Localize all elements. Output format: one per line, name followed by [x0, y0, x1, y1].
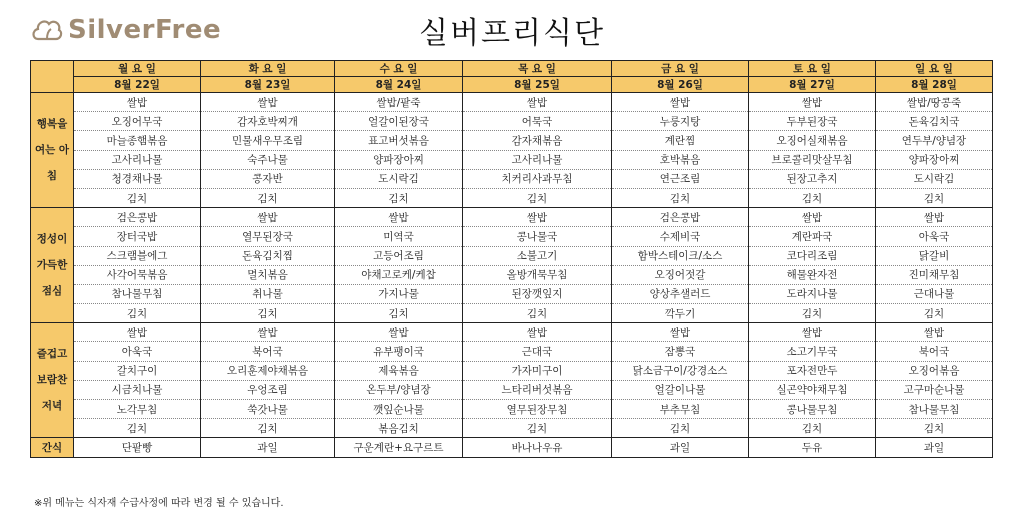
date-header: 8월 23일	[201, 77, 335, 93]
menu-item: 열무된장국	[201, 227, 335, 246]
menu-item: 된장고추지	[749, 169, 876, 188]
menu-row	[31, 150, 993, 169]
menu-item: 노각무침	[74, 400, 201, 419]
menu-item: 쌀밥	[74, 323, 201, 342]
menu-row	[31, 380, 993, 399]
menu-item: 진미채무침	[876, 265, 993, 284]
menu-row	[31, 284, 993, 303]
menu-item: 김치	[876, 419, 993, 438]
menu-item: 오징어젓갈	[612, 265, 749, 284]
menu-item: 연근조림	[612, 169, 749, 188]
menu-row	[31, 304, 993, 323]
header	[0, 0, 1024, 60]
date-header: 8월 24일	[335, 77, 463, 93]
menu-item: 고구마순나물	[876, 380, 993, 399]
menu-item: 김치	[749, 188, 876, 207]
date-header: 8월 26일	[612, 77, 749, 93]
menu-item: 오징어무국	[74, 112, 201, 131]
menu-row	[31, 93, 993, 112]
menu-item: 야채고로케/케찹	[335, 265, 463, 284]
menu-item: 참나물무침	[876, 400, 993, 419]
menu-item: 느타리버섯볶음	[463, 380, 612, 399]
menu-item: 시금치나물	[74, 380, 201, 399]
snack-item: 두유	[749, 438, 876, 458]
menu-item: 김치	[201, 304, 335, 323]
menu-item: 쌀밥	[463, 323, 612, 342]
menu-item: 아욱국	[74, 342, 201, 361]
menu-item: 양상추샐러드	[612, 284, 749, 303]
menu-row	[31, 188, 993, 207]
menu-item: 볶음김치	[335, 419, 463, 438]
menu-item: 돈육김치국	[876, 112, 993, 131]
menu-item: 오징어실채볶음	[749, 131, 876, 150]
menu-item: 소불고기	[463, 246, 612, 265]
header-corner-cell	[31, 61, 74, 93]
menu-item: 콩나물무침	[749, 400, 876, 419]
menu-item: 소고기무국	[749, 342, 876, 361]
menu-item: 김치	[876, 188, 993, 207]
snack-label: 간식	[31, 438, 74, 458]
menu-item: 쌀밥	[74, 93, 201, 112]
menu-item: 쌀밥	[201, 208, 335, 227]
menu-item: 쌀밥	[749, 208, 876, 227]
menu-item: 닭갈비	[876, 246, 993, 265]
snack-row	[31, 438, 993, 458]
menu-item: 두부된장국	[749, 112, 876, 131]
menu-item: 도시락김	[876, 169, 993, 188]
menu-item: 김치	[749, 304, 876, 323]
menu-item: 연두부/양념장	[876, 131, 993, 150]
weekly-menu-table	[30, 60, 993, 458]
menu-item: 고등어조림	[335, 246, 463, 265]
menu-item: 쌀밥	[463, 93, 612, 112]
menu-item: 쌀밥	[612, 323, 749, 342]
menu-item: 김치	[335, 188, 463, 207]
menu-item: 검은콩밥	[612, 208, 749, 227]
menu-item: 김치	[463, 304, 612, 323]
menu-item: 올방개묵무침	[463, 265, 612, 284]
menu-item: 도시락김	[335, 169, 463, 188]
menu-item: 숙주나물	[201, 150, 335, 169]
menu-item: 쌀밥	[463, 208, 612, 227]
date-header: 8월 22일	[74, 77, 201, 93]
menu-item: 어묵국	[463, 112, 612, 131]
snack-item: 단팥빵	[74, 438, 201, 458]
menu-item: 쌀밥	[749, 93, 876, 112]
menu-item: 김치	[749, 419, 876, 438]
day-header: 토 요 일	[749, 61, 876, 77]
menu-item: 계란파국	[749, 227, 876, 246]
menu-item: 김치	[876, 304, 993, 323]
menu-item: 쌀밥	[749, 323, 876, 342]
menu-item: 김치	[74, 188, 201, 207]
menu-item: 코다리조림	[749, 246, 876, 265]
menu-item: 치커리사과무침	[463, 169, 612, 188]
menu-item: 우엉조림	[201, 380, 335, 399]
menu-item: 온두부/양념장	[335, 380, 463, 399]
menu-item: 참나물무침	[74, 284, 201, 303]
menu-item: 오리훈제야채볶음	[201, 361, 335, 380]
menu-item: 김치	[463, 188, 612, 207]
menu-row	[31, 342, 993, 361]
menu-row	[31, 419, 993, 438]
menu-item: 깍두기	[612, 304, 749, 323]
menu-row	[31, 227, 993, 246]
snack-item: 바나나우유	[463, 438, 612, 458]
menu-item: 양파장아찌	[335, 150, 463, 169]
menu-item: 도라지나물	[749, 284, 876, 303]
menu-item: 부추무침	[612, 400, 749, 419]
menu-item: 사각어묵볶음	[74, 265, 201, 284]
menu-item: 브로콜리맛살무침	[749, 150, 876, 169]
menu-row	[31, 265, 993, 284]
menu-item: 아욱국	[876, 227, 993, 246]
menu-row	[31, 361, 993, 380]
menu-row	[31, 400, 993, 419]
menu-item: 김치	[463, 419, 612, 438]
menu-item: 갈치구이	[74, 361, 201, 380]
day-header: 화 요 일	[201, 61, 335, 77]
menu-item: 스크램블에그	[74, 246, 201, 265]
menu-item: 오징어볶음	[876, 361, 993, 380]
menu-item: 호박볶음	[612, 150, 749, 169]
menu-item: 깻잎순나물	[335, 400, 463, 419]
menu-item: 콩나물국	[463, 227, 612, 246]
menu-item: 열무된장무침	[463, 400, 612, 419]
menu-item: 쌀밥	[335, 208, 463, 227]
menu-item: 유부팽이국	[335, 342, 463, 361]
menu-item: 쑥갓나물	[201, 400, 335, 419]
menu-item: 수제비국	[612, 227, 749, 246]
menu-row	[31, 131, 993, 150]
menu-item: 청경채나물	[74, 169, 201, 188]
menu-item: 함박스테이크/소스	[612, 246, 749, 265]
menu-item: 쌀밥	[876, 323, 993, 342]
snack-item: 구운계란+요구르트	[335, 438, 463, 458]
menu-item: 김치	[335, 304, 463, 323]
menu-item: 북어국	[876, 342, 993, 361]
menu-item: 얼갈이나물	[612, 380, 749, 399]
menu-item: 김치	[74, 419, 201, 438]
menu-item: 쌀밥	[612, 93, 749, 112]
snack-item: 과일	[612, 438, 749, 458]
day-header: 목 요 일	[463, 61, 612, 77]
day-header: 일 요 일	[876, 61, 993, 77]
menu-row	[31, 246, 993, 265]
menu-item: 검은콩밥	[74, 208, 201, 227]
menu-item: 콩자반	[201, 169, 335, 188]
meal-label: 행복을 여는 아침	[31, 93, 74, 208]
menu-item: 쌀밥	[201, 323, 335, 342]
menu-item: 김치	[74, 304, 201, 323]
menu-item: 닭소금구이/강경소스	[612, 361, 749, 380]
menu-item: 김치	[201, 188, 335, 207]
menu-item: 장터국밥	[74, 227, 201, 246]
menu-item: 근대국	[463, 342, 612, 361]
menu-item: 감자채볶음	[463, 131, 612, 150]
menu-item: 근대나물	[876, 284, 993, 303]
menu-item: 얼갈이된장국	[335, 112, 463, 131]
menu-item: 가자미구이	[463, 361, 612, 380]
date-header: 8월 25일	[463, 77, 612, 93]
menu-row	[31, 169, 993, 188]
menu-item: 민물새우무조림	[201, 131, 335, 150]
date-header: 8월 27일	[749, 77, 876, 93]
snack-item: 과일	[201, 438, 335, 458]
snack-item: 과일	[876, 438, 993, 458]
menu-item: 고사리나물	[463, 150, 612, 169]
page-title: 실버프리식단	[419, 16, 605, 51]
menu-item: 실곤약야채무침	[749, 380, 876, 399]
menu-item: 포자전만두	[749, 361, 876, 380]
menu-item: 쌀밥	[876, 208, 993, 227]
menu-item: 고사리나물	[74, 150, 201, 169]
menu-item: 누룽지탕	[612, 112, 749, 131]
menu-item: 잠뽕국	[612, 342, 749, 361]
meal-label: 즐겁고 보람찬 저녁	[31, 323, 74, 438]
date-header: 8월 28일	[876, 77, 993, 93]
menu-item: 쌀밥/땅콩죽	[876, 93, 993, 112]
menu-row	[31, 323, 993, 342]
brand-name: SilverFree	[68, 15, 222, 45]
menu-item: 북어국	[201, 342, 335, 361]
menu-item: 표고버섯볶음	[335, 131, 463, 150]
menu-item: 해물완자전	[749, 265, 876, 284]
menu-item: 취나물	[201, 284, 335, 303]
menu-row	[31, 208, 993, 227]
menu-item: 마늘종햄볶음	[74, 131, 201, 150]
menu-item: 계란찜	[612, 131, 749, 150]
menu-item: 돈육김치찜	[201, 246, 335, 265]
menu-item: 김치	[612, 419, 749, 438]
menu-item: 김치	[201, 419, 335, 438]
menu-row	[31, 112, 993, 131]
footnote: ※위 메뉴는 식자재 수급사정에 따라 변경 될 수 있습니다.	[34, 498, 284, 509]
day-header: 수 요 일	[335, 61, 463, 77]
menu-item: 양파장아찌	[876, 150, 993, 169]
menu-item: 멸치볶음	[201, 265, 335, 284]
menu-item: 쌀밥/팥죽	[335, 93, 463, 112]
menu-item: 감자호박찌개	[201, 112, 335, 131]
menu-item: 쌀밥	[335, 323, 463, 342]
day-header: 금 요 일	[612, 61, 749, 77]
meal-label: 정성이 가득한 점심	[31, 208, 74, 323]
menu-item: 가지나물	[335, 284, 463, 303]
day-header: 월 요 일	[74, 61, 201, 77]
menu-item: 제육볶음	[335, 361, 463, 380]
menu-item: 김치	[612, 188, 749, 207]
menu-item: 미역국	[335, 227, 463, 246]
menu-item: 된장깻잎지	[463, 284, 612, 303]
menu-item: 쌀밥	[201, 93, 335, 112]
